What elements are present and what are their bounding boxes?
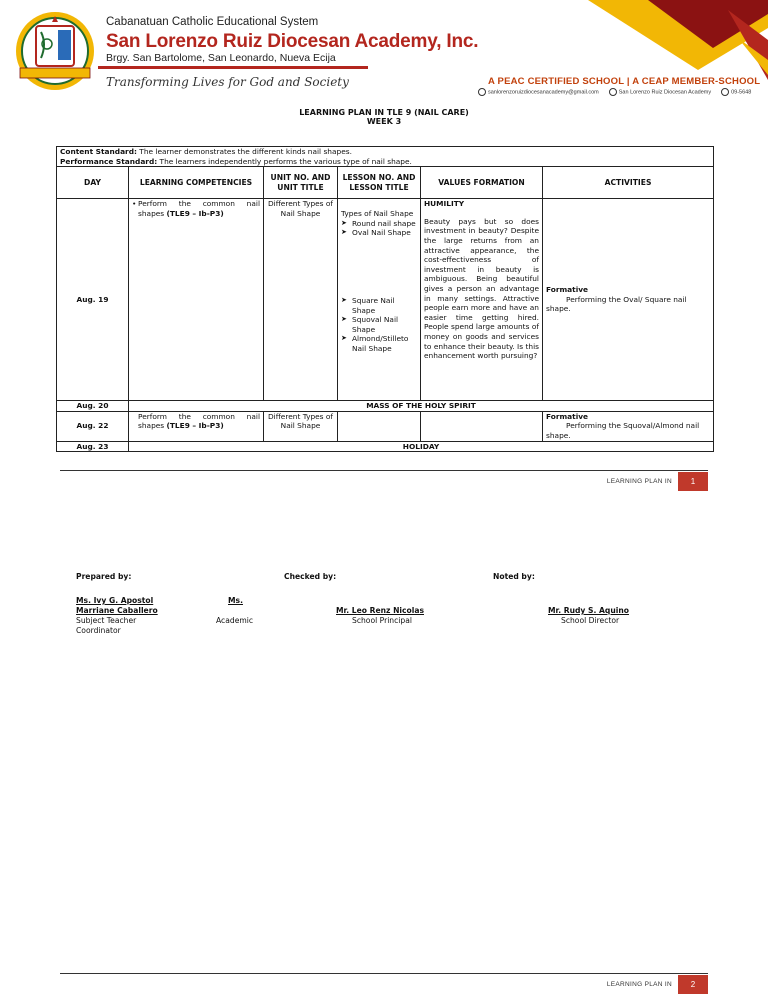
table-header-row [57,167,714,199]
list-item: ➤ Round nail shape [341,219,417,229]
phone-icon [721,88,729,96]
noter-name: Mr. Rudy S. Aquino [548,606,629,615]
day-cell: Aug. 22 [57,411,129,441]
school-name: San Lorenzo Ruiz Diocesan Academy, Inc. [106,31,479,52]
header-values: VALUES FORMATION [421,167,543,199]
noted-by-label: Noted by: [493,572,535,581]
footer-label: LEARNING PLAN IN [606,981,672,988]
list-item: ➤ Oval Nail Shape [341,228,417,238]
footer-divider [60,470,708,471]
email-text: sanlorenzoruizdiocesanacademy@gmail.com [488,89,599,96]
preparer-name-1: Ms. Ivy G. Apostol [76,596,154,605]
list-item: ➤ Almond/Stilleto Nail Shape [341,334,417,353]
school-seal-icon [14,10,96,92]
table-row [57,199,714,401]
header-lesson: LESSON NO. AND LESSON TITLE [338,167,421,199]
page-number: 2 [678,975,708,994]
organization-name: Cabanatuan Catholic Educational System [106,16,319,28]
preparer-role-3: Coordinator [76,626,121,635]
contact-info [478,88,751,96]
corner-decoration-icon [528,0,768,80]
email-contact [478,88,599,96]
preparer-role-2: Academic [216,616,254,625]
day-cell: Aug. 23 [57,441,129,452]
week-title: WEEK 3 [366,117,402,126]
values-cell: HUMILITY Beauty pays but so does investment in beauty? Despite the large returns from an attractive appearance, the cost-effectiveness of investment in beauty is ambiguous. Being beautiful gives a person an advantage in many settings. Attractive people earn more and have an easier time getting hired. People spend large amounts of money on goods and services to enhance their beauty. Is this enhancement worth pursuing? [421,199,543,401]
checked-by-label: Checked by: [284,572,337,581]
standards-row [57,147,714,167]
header-divider [98,66,368,69]
values-cell [421,411,543,441]
email-icon [478,88,486,96]
table-row [57,411,714,441]
list-item: ➤ Squoval Nail Shape [341,315,417,334]
list-item: ➤ Square Nail Shape [341,296,417,315]
preparer-role-1: Subject Teacher [76,616,137,625]
page-number: 1 [678,472,708,491]
table-row [57,441,714,452]
accreditation-text: A PEAC CERTIFIED SCHOOL | A CEAP MEMBER-SCHOOL [488,76,761,87]
header-competencies: LEARNING COMPETENCIES [129,167,264,199]
unit-cell: Different Types of Nail Shape [264,199,338,401]
checker-role: School Principal [352,616,412,625]
day-cell: Aug. 19 [57,199,129,401]
lesson-list-b [341,296,417,354]
noter-role: School Director [561,616,620,625]
phone-text: 09-5648 [731,89,752,96]
header-unit: UNIT NO. AND UNIT TITLE [264,167,338,199]
facebook-text: San Lorenzo Ruiz Diocesan Academy [618,89,712,96]
competency-cell: Perform the common nail shapes (TLE9 – Ib-P3) [129,411,264,441]
table-row [57,401,714,412]
document-title: LEARNING PLAN IN TLE 9 (NAIL CARE) [299,108,469,117]
content-standard: Content Standard: The learner demonstrates the different kinds nail shapes. [60,147,352,156]
event-cell: HOLIDAY [129,441,714,452]
lesson-cell [338,411,421,441]
header-day: DAY [57,167,129,199]
preparer-name-2: Marriane Caballero [76,606,158,615]
lesson-list-a [341,219,417,238]
day-cell: Aug. 20 [57,401,129,412]
footer-label: LEARNING PLAN IN [606,478,672,485]
activities-cell: Formative Performing the Squoval/Almond nail shape. [543,411,714,441]
unit-cell: Different Types of Nail Shape [264,411,338,441]
competency-cell: • Perform the common nail shapes (TLE9 – Ib-P3) [129,199,264,401]
preparer-name-ms: Ms. [228,596,243,605]
event-cell: MASS OF THE HOLY SPIRIT [129,401,714,412]
prepared-by-label: Prepared by: [76,572,132,581]
performance-standard: Performance Standard: The learners independently performs the various type of nail shape. [60,156,412,166]
header-activities: ACTIVITIES [543,167,714,199]
phone-contact [721,88,751,96]
learning-plan-table [56,146,714,452]
activities-cell: Formative Performing the Oval/ Square nail shape. [543,199,714,401]
lesson-cell: Types of Nail Shape ➤ Round nail shape ➤ Oval Nail Shape ➤ Square Nail Shape ➤ Squoval Nail Shape ➤ Almond/Stilleto Nail Shape [338,199,421,401]
facebook-contact [609,88,711,96]
facebook-icon [609,88,617,96]
footer-divider [60,973,708,974]
school-address: Brgy. San Bartolome, San Leonardo, Nueva Ecija [106,52,336,64]
school-tagline: Transforming Lives for God and Society [106,75,349,89]
checker-name: Mr. Leo Renz Nicolas [336,606,424,615]
letterhead [0,0,768,108]
